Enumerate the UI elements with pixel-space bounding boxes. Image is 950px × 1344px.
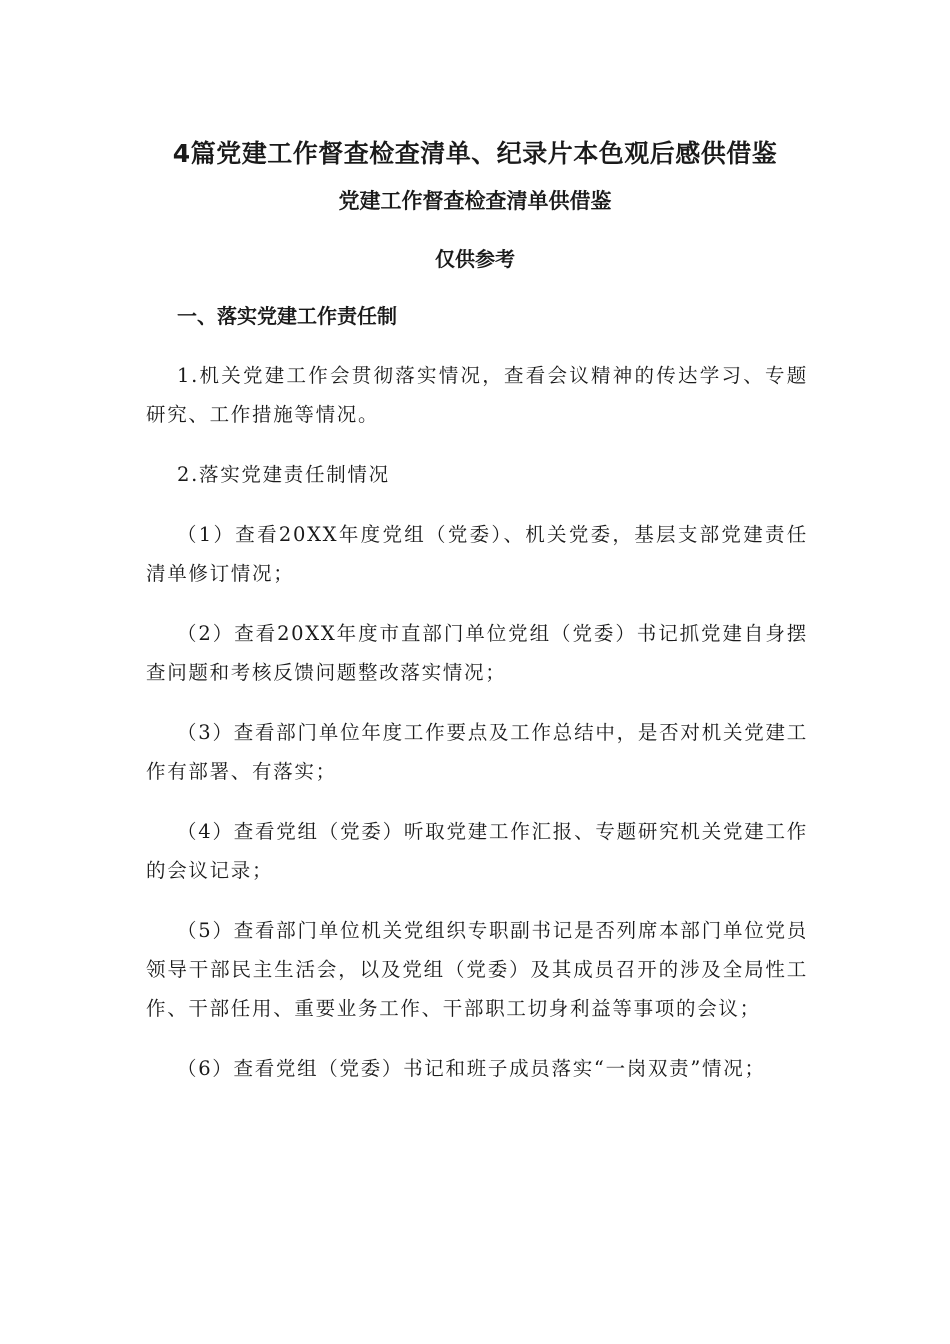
paragraph-2: 2.落实党建责任制情况 <box>177 463 390 486</box>
paragraph-6: （4）查看党组（党委）听取党建工作汇报、专题研究机关党建工作的会议记录； <box>146 820 808 882</box>
paragraph-5: （3）查看部门单位年度工作要点及工作总结中，是否对机关党建工作有部署、有落实； <box>146 721 808 783</box>
paragraph-4: （2）查看20XX年度市直部门单位党组（党委）书记抓党建自身摆查问题和考核反馈问题整改落实情况； <box>146 622 808 684</box>
paragraph-3: （1）查看20XX年度党组（党委）、机关党委，基层支部党建责任清单修订情况； <box>146 523 808 585</box>
body-text <box>146 356 808 1109</box>
reference-note: 仅供参考 <box>435 247 515 271</box>
paragraph-7: （5）查看部门单位机关党组织专职副书记是否列席本部门单位党员领导干部民主生活会，以及党组（党委）及其成员召开的涉及全局性工作、干部任用、重要业务工作、干部职工切身利益等事项的会议； <box>146 919 808 1020</box>
section-heading: 一、落实党建工作责任制 <box>177 304 397 328</box>
paragraph-1: 1.机关党建工作会贯彻落实情况，查看会议精神的传达学习、专题研究、工作措施等情况。 <box>146 364 808 426</box>
document-subtitle: 党建工作督查检查清单供借鉴 <box>338 189 612 213</box>
paragraph-8: （6）查看党组（党委）书记和班子成员落实“一岗双责”情况； <box>177 1057 766 1080</box>
document-title: 4篇党建工作督查检查清单、纪录片本色观后感供借鉴 <box>172 139 778 168</box>
